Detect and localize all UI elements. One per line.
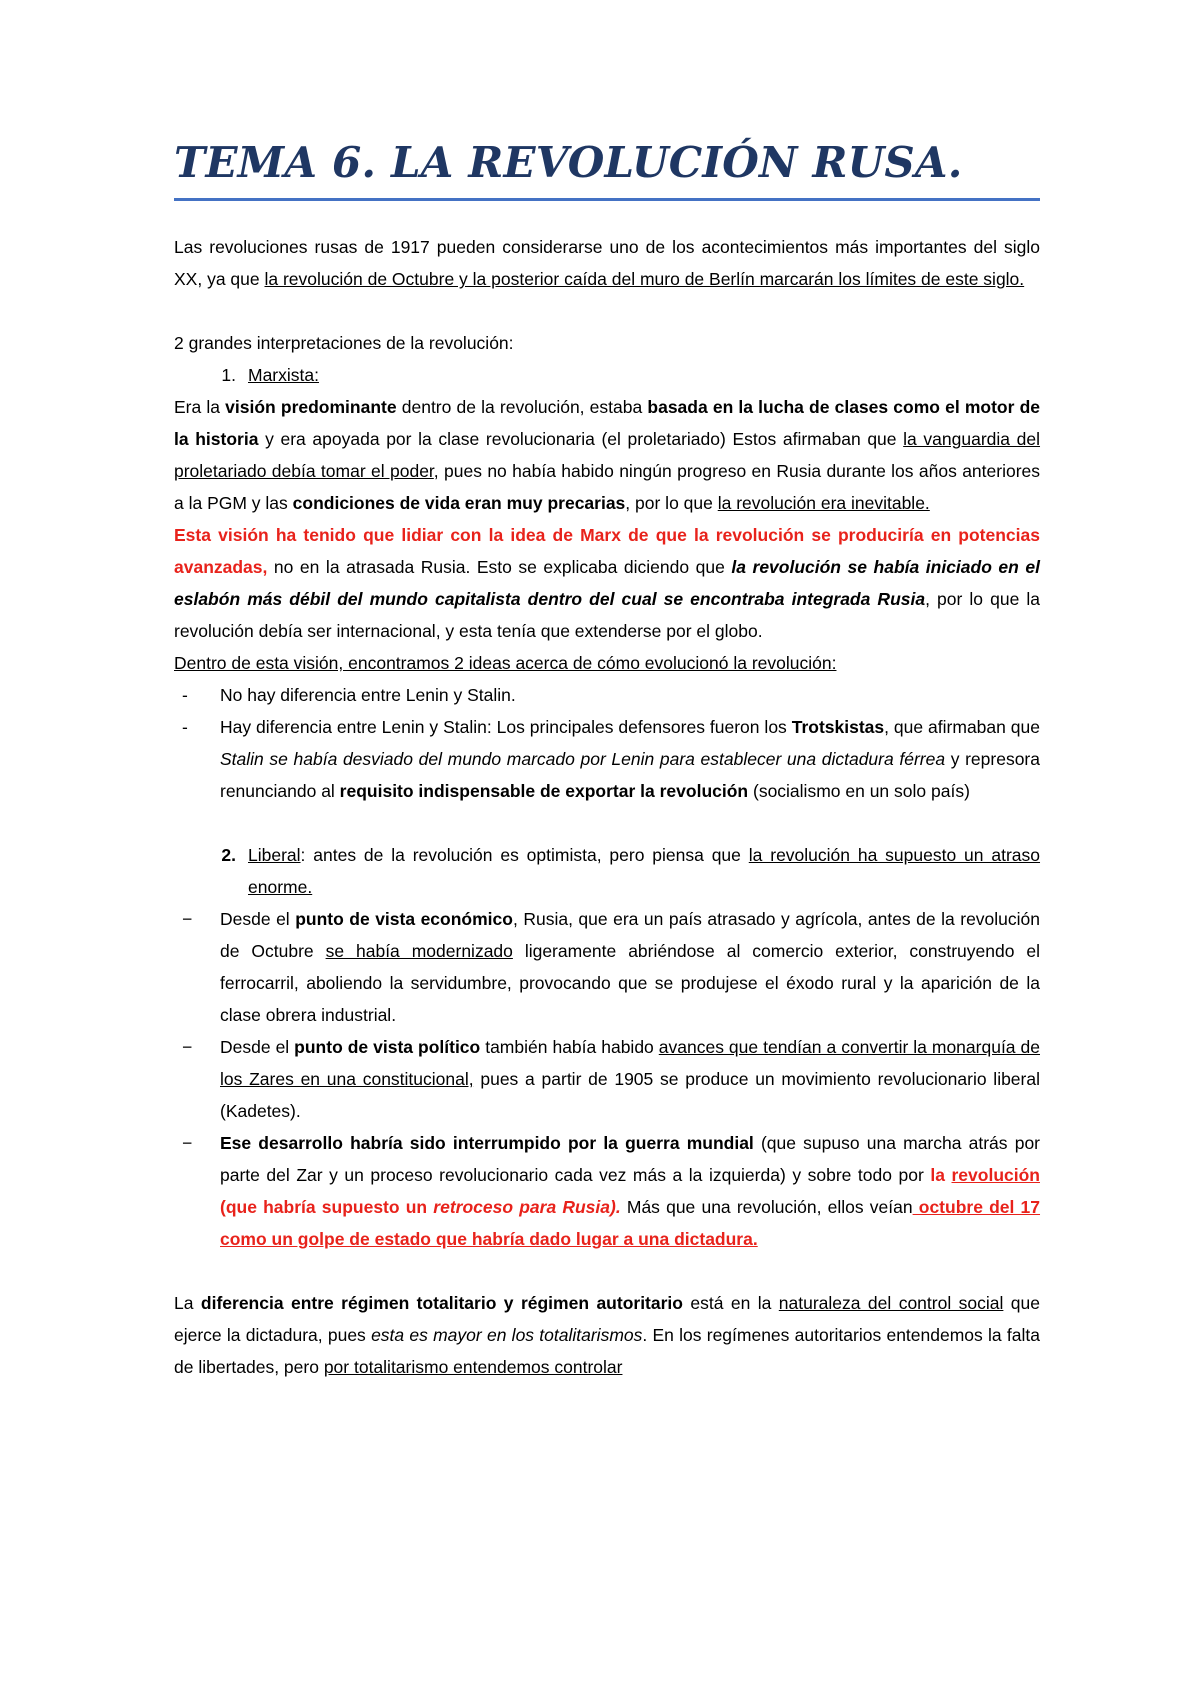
list-item-political: − Desde el punto de vista político también había habido avances que tendían a convertir la monarquía de los Zares en una constitucional, pues a partir de 1905 se produce un movimiento revolucionario liberal (Kadetes). <box>182 1037 1040 1122</box>
list-label-marxista: Marxista: <box>248 365 319 386</box>
marxist-paragraph: Era la visión predominante dentro de la revolución, estaba basada en la lucha de clases como el motor de la historia y era apoyada por la clase revolucionaria (el proletariado) Estos afirmaban que la vanguardia del proletariado debía tomar el poder, pues no había habido ningún progreso en Rusia durante los años anteriores a la PGM y las condiciones de vida eran muy precarias, por lo que la revolución era inevitable. <box>174 397 1041 514</box>
list-item-marxista <box>174 359 1040 391</box>
marxist-paragraph-2: Esta visión ha tenido que lidiar con la idea de Marx de que la revolución se produciría en potencias avanzadas, no en la atrasada Rusia. Esto se explicaba diciendo que la revolución se había iniciado en el eslabón más débil del mundo capitalista dentro del cual se encontraba integrada Rusia, por lo que la revolución debía ser internacional, y esta tenía que extenderse por el globo. <box>174 525 1040 642</box>
list-item-idea-1: - No hay diferencia entre Lenin y Stalin. <box>182 685 516 706</box>
document-body <box>174 140 1040 1383</box>
list-item-liberal: 2. Liberal: antes de la revolución es optimista, pero piensa que la revolución ha supuesto un atraso enorme. <box>174 839 1040 903</box>
list-item-interrupted: − Ese desarrollo habría sido interrumpido por la guerra mundial (que supuso una marcha atrás por parte del Zar y un proceso revolucionario cada vez más a la izquierda) y sobre todo por la revolución (que habría supuesto un retroceso para Rusia). Más que una revolución, ellos veían octubre del 17 como un golpe de estado que habría dado lugar a una dictadura. <box>182 1133 1041 1250</box>
interpretations-heading: 2 grandes interpretaciones de la revolución: <box>174 333 514 354</box>
final-paragraph: La diferencia entre régimen totalitario y régimen autoritario está en la naturaleza del control social que ejerce la dictadura, pues esta es mayor en los totalitarismos. En los regímenes autoritarios entendemos la falta de libertades, pero por totalitarismo entendemos controlar <box>174 1293 1041 1378</box>
red-emphasis: Esta visión ha tenido que lidiar con la idea de Marx de que la revolución se produciría en potencias avanzadas, <box>174 525 1040 578</box>
title-underline-rule <box>174 198 1040 201</box>
intro-text: Las revoluciones rusas de 1917 pueden considerarse uno de los acontecimientos más importantes del siglo XX, ya que <box>174 237 1040 290</box>
page-title: TEMA 6. LA REVOLUCIÓN RUSA. <box>174 138 963 187</box>
list-number: 2. <box>221 845 236 866</box>
intro-underlined-text: la revolución de Octubre y la posterior caída del muro de Berlín marcarán los límites de este siglo. <box>264 269 1025 290</box>
ideas-heading: Dentro de esta visión, encontramos 2 ideas acerca de cómo evolucionó la revolución: <box>174 653 837 674</box>
list-number: 1. <box>221 365 236 386</box>
intro-paragraph <box>174 231 1040 295</box>
list-item-idea-2: - Hay diferencia entre Lenin y Stalin: Los principales defensores fueron los Trotskistas, que afirmaban que Stalin se había desviado del mundo marcado por Lenin para establecer una dictadura férrea y represora renunciando al requisito indispensable de exportar la revolución (socialismo en un solo país) <box>182 717 1040 802</box>
list-item-economic: − Desde el punto de vista económico, Rusia, que era un país atrasado y agrícola, antes de la revolución de Octubre se había modernizado ligeramente abriéndose al comercio exterior, construyendo el ferrocarril, aboliendo la servidumbre, provocando que se produjese el éxodo rural y la aparición de la clase obrera industrial. <box>182 909 1041 1026</box>
